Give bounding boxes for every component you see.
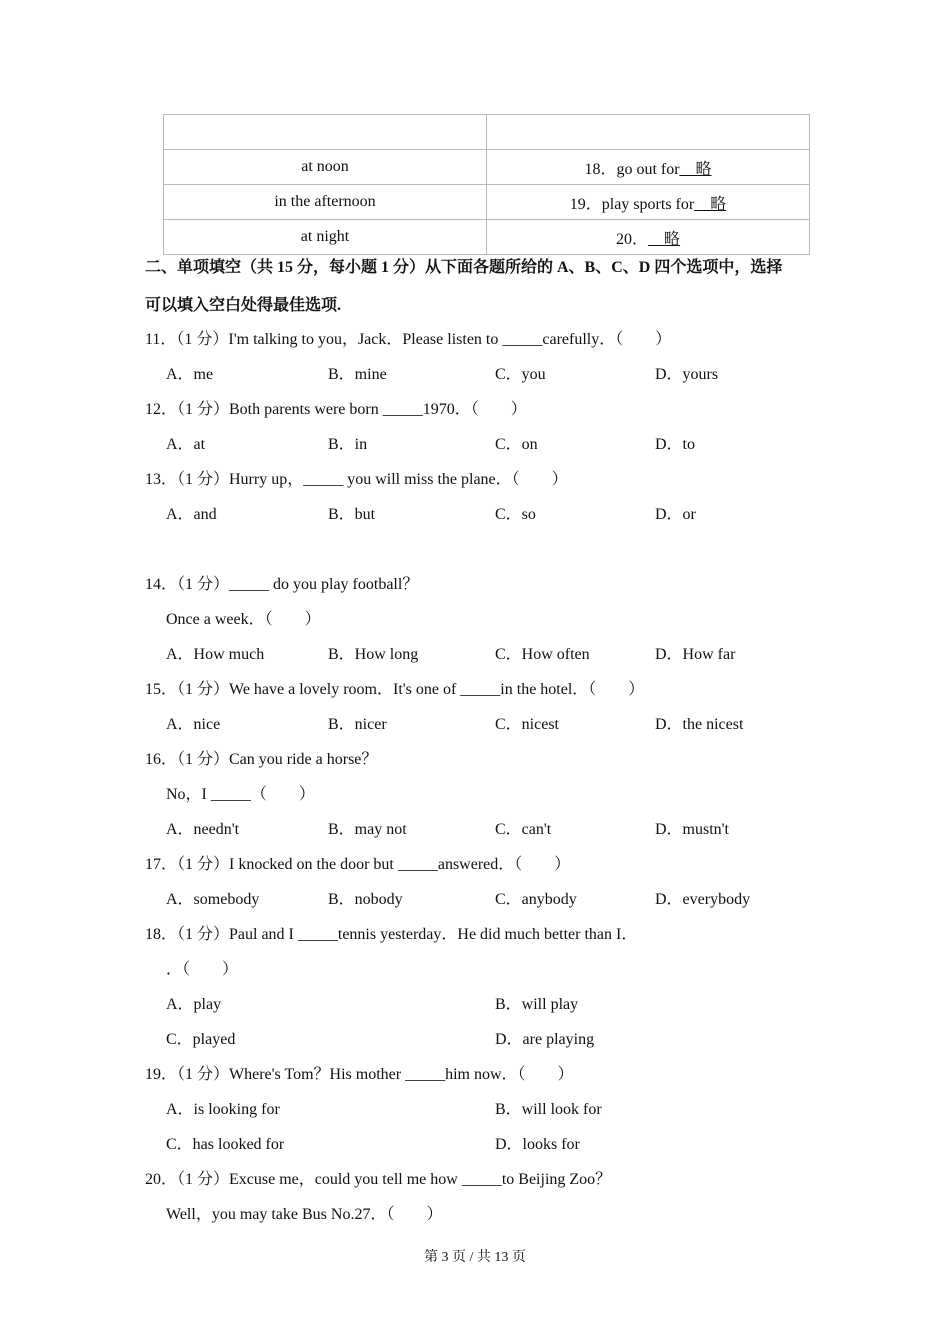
option-d: D．the nicest (655, 716, 744, 733)
option-a: A．How much (166, 646, 265, 663)
option-d: D．to (655, 436, 696, 453)
table-row (164, 115, 810, 150)
answer-text: __略 (694, 195, 727, 213)
option-b: B．will look for (495, 1101, 602, 1118)
option-a: A．me (166, 366, 214, 383)
option-c: C．has looked for (166, 1136, 285, 1153)
table-cell (164, 115, 487, 150)
question-dialogue: Well，you may take Bus No.27．（ ） (166, 1206, 443, 1223)
page-footer: 第 3 页 / 共 13 页 (424, 1250, 526, 1265)
section-heading: 二、单项填空（共 15 分，每小题 1 分）从下面各题所给的 A、B、C、D 四个选项中，选择 (145, 259, 783, 276)
option-d: D．How far (655, 646, 736, 663)
option-c: C．you (495, 366, 546, 383)
table-cell (487, 150, 810, 185)
option-a: A．at (166, 436, 206, 453)
option-b: B．but (328, 506, 376, 523)
option-d: D．or (655, 506, 696, 523)
table-cell-text: 19．play sports for (569, 195, 695, 213)
table-row (164, 150, 810, 185)
option-b: B．in (328, 436, 368, 453)
table-row (164, 220, 810, 255)
table-cell (487, 185, 810, 220)
option-c: C．nicest (495, 716, 559, 733)
option-a: A．somebody (166, 891, 260, 908)
question-dialogue: Once a week．（ ） (166, 611, 321, 628)
option-b: B．nobody (328, 891, 403, 908)
question-stem: 14．（1 分）_____ do you play football？ (145, 576, 419, 593)
question-continuation: ．（ ） (166, 961, 239, 978)
section-heading-cont: 可以填入空白处得最佳选项. (145, 297, 342, 314)
question-stem: 20．（1 分）Excuse me，could you tell me how _____to Beijing Zoo？ (145, 1171, 612, 1188)
option-c: C．on (495, 436, 538, 453)
table-cell-text: 20． (615, 230, 648, 248)
option-a: A．and (166, 506, 217, 523)
question-stem: 11．（1 分）I'm talking to you，Jack．Please listen to _____carefully．（ ） (145, 331, 672, 348)
answer-text: __略 (648, 230, 681, 248)
option-b: B．will play (495, 996, 579, 1013)
table-cell: at night (164, 220, 487, 255)
option-a: A．is looking for (166, 1101, 280, 1118)
option-d: D．looks for (495, 1136, 580, 1153)
option-d: D．mustn't (655, 821, 730, 838)
option-b: B．How long (328, 646, 419, 663)
question-stem: 17．（1 分）I knocked on the door but _____answered．（ ） (145, 856, 571, 873)
option-b: B．mine (328, 366, 387, 383)
question-stem: 12．（1 分）Both parents were born _____1970．（ ） (145, 401, 527, 418)
option-b: B．may not (328, 821, 407, 838)
option-a: A．needn't (166, 821, 240, 838)
option-d: D．are playing (495, 1031, 595, 1048)
option-c: C．anybody (495, 891, 577, 908)
option-a: A．nice (166, 716, 221, 733)
table-cell (487, 220, 810, 255)
question-stem: 18．（1 分）Paul and I _____tennis yesterday．He did much better than I． (145, 926, 638, 943)
schedule-table (163, 114, 810, 255)
question-stem: 13．（1 分）Hurry up，_____ you will miss the plane．（ ） (145, 471, 568, 488)
option-d: D．yours (655, 366, 719, 383)
question-stem: 19．（1 分）Where's Tom？His mother _____him now．（ ） (145, 1066, 574, 1083)
table-cell (487, 115, 810, 150)
option-c: C．How often (495, 646, 590, 663)
option-c: C．can't (495, 821, 552, 838)
table-row (164, 185, 810, 220)
option-d: D．everybody (655, 891, 751, 908)
option-b: B．nicer (328, 716, 387, 733)
table-cell: in the afternoon (164, 185, 487, 220)
question-stem: 15．（1 分）We have a lovely room．It's one of _____in the hotel．（ ） (145, 681, 645, 698)
option-c: C．so (495, 506, 536, 523)
table-cell: at noon (164, 150, 487, 185)
table-cell-text: 18．go out for (584, 160, 680, 178)
answer-text: __略 (679, 160, 712, 178)
question-dialogue: No，I _____（ ） (166, 786, 315, 803)
option-a: A．play (166, 996, 222, 1013)
option-c: C．played (166, 1031, 236, 1048)
question-stem: 16．（1 分）Can you ride a horse？ (145, 751, 378, 768)
